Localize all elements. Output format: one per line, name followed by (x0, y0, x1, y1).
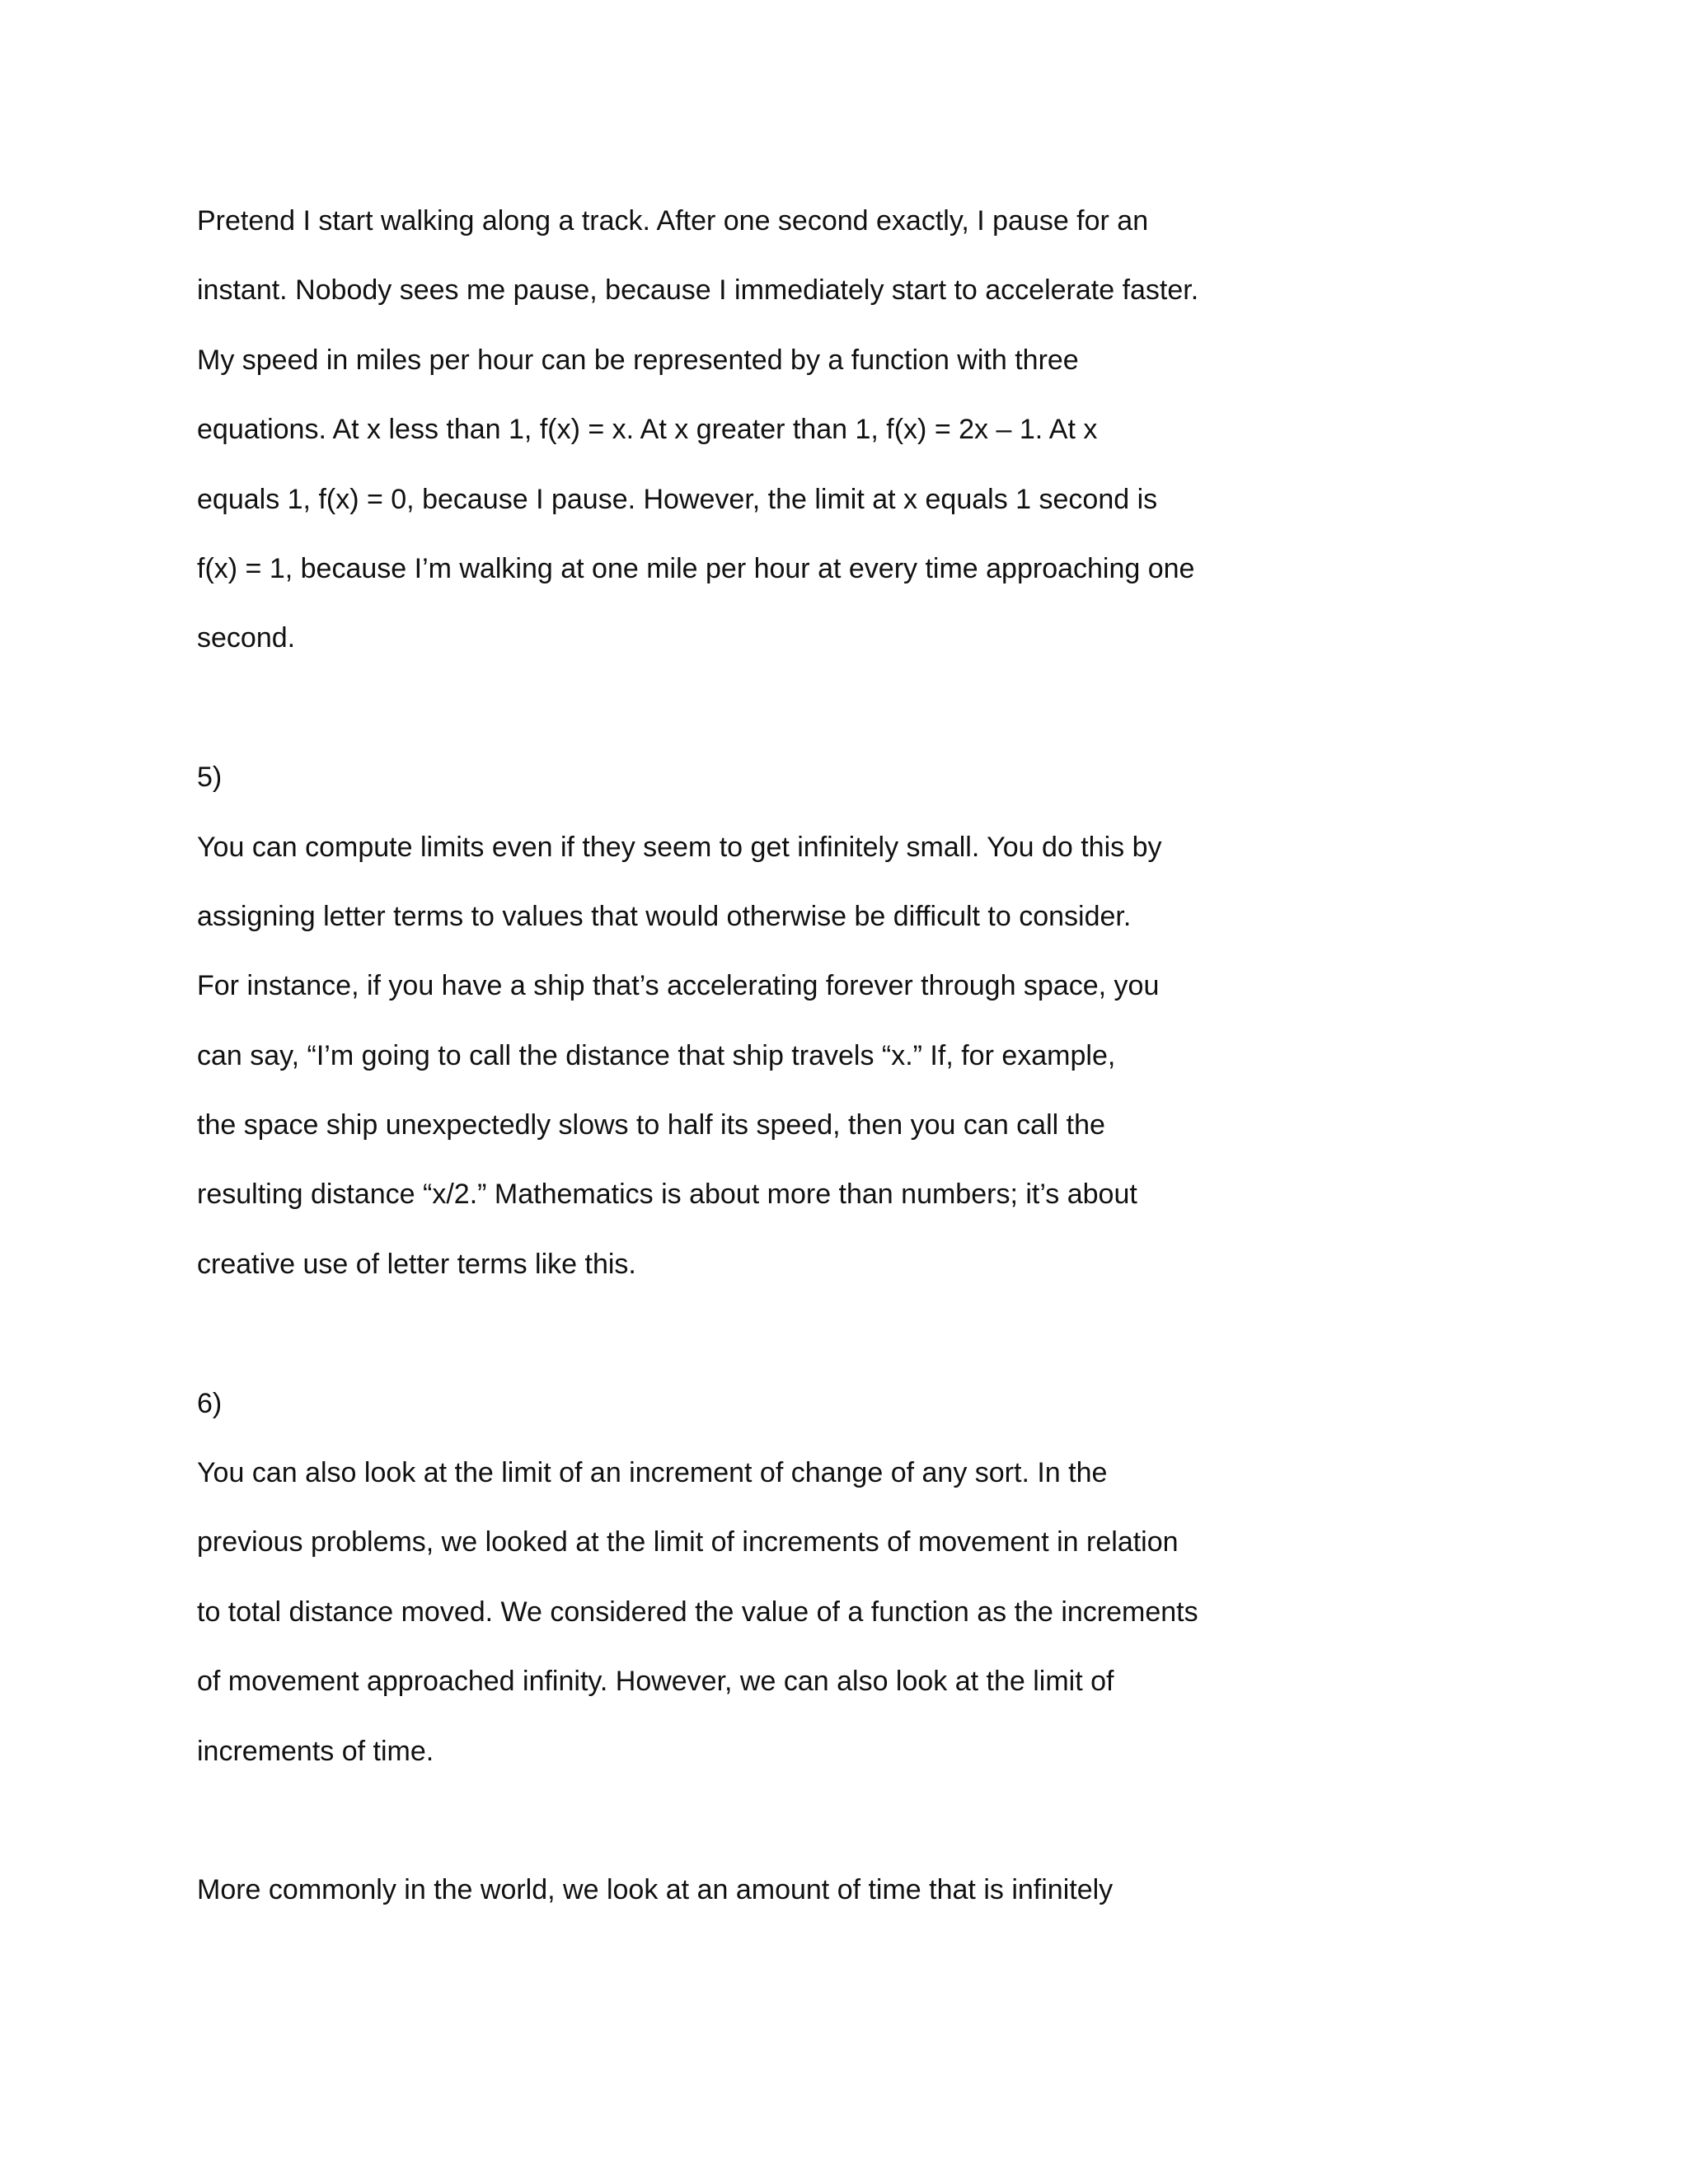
text-line: instant. Nobody sees me pause, because I immediately start to accelerate faster. (197, 274, 1199, 307)
text-line: to total distance moved. We considered the value of a function as the increments (197, 1596, 1198, 1628)
text-line: My speed in miles per hour can be represented by a function with three (197, 344, 1079, 376)
document-body (197, 186, 1268, 1925)
text-line: creative use of letter terms like this. (197, 1248, 636, 1280)
text-line: of movement approached infinity. However, we can also look at the limit of (197, 1666, 1114, 1698)
text-line: f(x) = 1, because I’m walking at one mile per hour at every time approaching one (197, 552, 1195, 584)
blank-line (197, 1786, 1268, 1855)
text-line: You can also look at the limit of an increment of change of any sort. In the (197, 1457, 1108, 1489)
text-line: increments of time. (197, 1735, 434, 1767)
text-line: equations. At x less than 1, f(x) = x. At x greater than 1, f(x) = 2x – 1. At x (197, 414, 1098, 446)
blank-line (197, 1299, 1268, 1368)
section-6 (197, 1369, 1268, 1786)
text-line: For instance, if you have a ship that’s accelerating forever through space, you (197, 970, 1160, 1002)
text-line: assigning letter terms to values that would otherwise be difficult to consider. (197, 900, 1132, 932)
text-line: previous problems, we looked at the limit of increments of movement in relation (197, 1526, 1179, 1558)
section-number: 6) (197, 1387, 223, 1419)
text-line: equals 1, f(x) = 0, because I pause. However, the limit at x equals 1 second is (197, 483, 1158, 515)
text-line: second. (197, 622, 296, 654)
text-line: can say, “I’m going to call the distance that ship travels “x.” If, for example, (197, 1039, 1116, 1071)
text-line: More commonly in the world, we look at an amount of time that is infinitely (197, 1874, 1114, 1906)
section-5 (197, 743, 1268, 1299)
text-line: the space ship unexpectedly slows to half its speed, then you can call the (197, 1109, 1105, 1141)
text-line: You can compute limits even if they seem to get infinitely small. You do this by (197, 831, 1162, 863)
intro-paragraph (197, 186, 1268, 673)
blank-line (197, 673, 1268, 743)
text-line: Pretend I start walking along a track. After one second exactly, I pause for an (197, 205, 1149, 237)
text-line: resulting distance “x/2.” Mathematics is about more than numbers; it’s about (197, 1179, 1137, 1211)
section-number: 5) (197, 762, 223, 794)
final-paragraph (197, 1855, 1268, 1924)
